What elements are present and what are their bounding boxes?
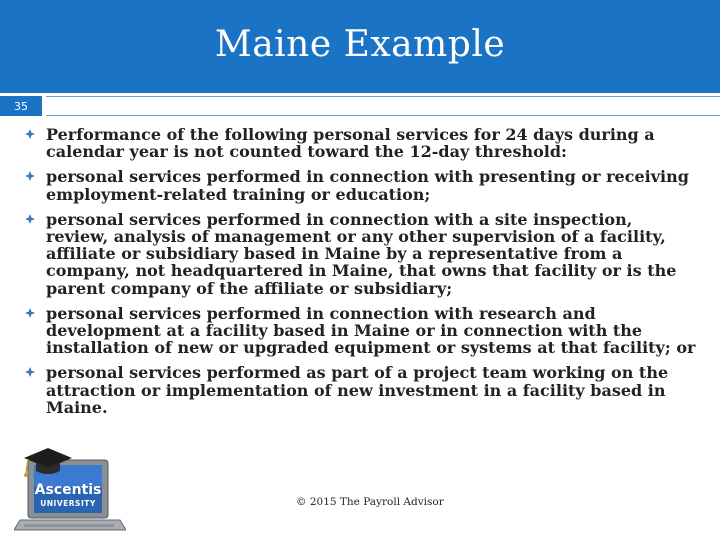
header-rule	[46, 96, 720, 116]
page-number: 35	[0, 96, 42, 116]
footer-copyright: © 2015 The Payroll Advisor	[296, 496, 444, 508]
diamond-bullet-icon	[25, 367, 35, 377]
diamond-bullet-icon	[25, 171, 35, 181]
bullet-text: personal services performed in connection with a site inspection, review, analysis of management or any other supervision of a facility, affiliate or subsidiary based in Maine by a representative from a company, not headquartered in Maine, that owns that facility or is the parent company of the affiliate or subsidiary;	[46, 209, 677, 298]
slide-title: Maine Example	[214, 24, 506, 65]
diamond-bullet-icon	[25, 308, 35, 318]
bullet-text: personal services performed as part of a project team working on the attraction or implementation of new investment in a facility based in Maine.	[46, 363, 669, 417]
title-bar	[0, 0, 720, 93]
ascentis-university-logo	[14, 444, 126, 536]
diamond-bullet-icon	[25, 214, 35, 224]
bullet-item	[0, 364, 720, 416]
logo-text-line2: UNIVERSITY	[40, 499, 96, 508]
bullet-text: Performance of the following personal services for 24 days during a calendar year is not counted toward the 12-day threshold:	[46, 125, 655, 162]
bullet-item	[0, 126, 720, 160]
bullet-item	[0, 168, 720, 202]
bullet-item	[0, 305, 720, 357]
logo-text-line1: Ascentis	[34, 482, 102, 498]
bullet-text: personal services performed in connection with research and development at a facility based in Maine or in connection with the installation of new or upgraded equipment or systems at that facility; or	[46, 303, 696, 358]
bullet-text: personal services performed in connection with presenting or receiving employment-related training or education;	[46, 167, 689, 204]
bullet-item	[0, 211, 720, 297]
diamond-bullet-icon	[25, 129, 35, 139]
bullet-list	[0, 126, 720, 416]
